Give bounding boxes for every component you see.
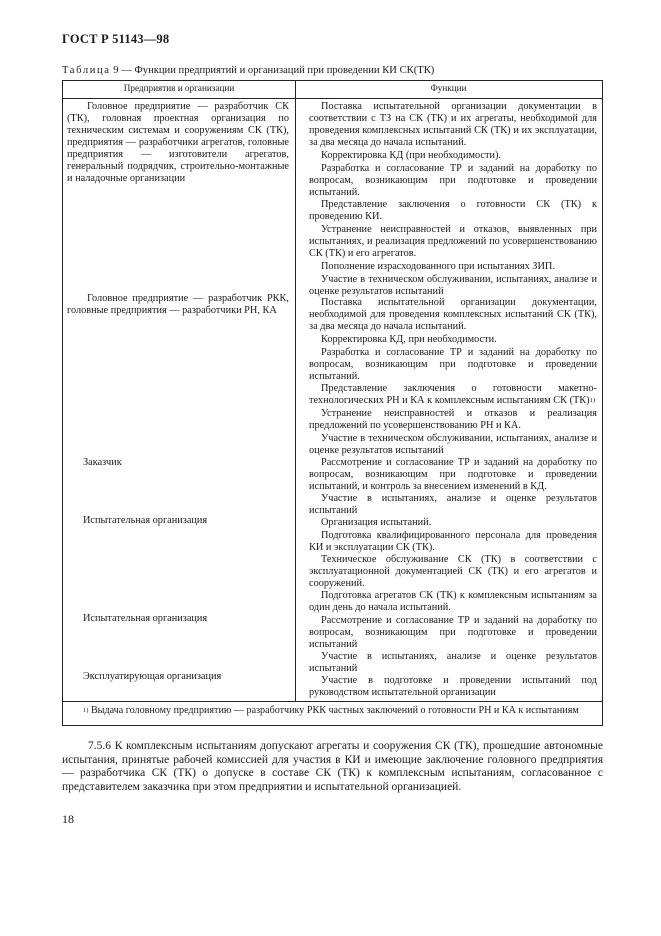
caption-prefix: Таблица xyxy=(62,65,111,76)
footnote-divider xyxy=(63,701,602,702)
function-item: Корректировка КД (при необходимости). xyxy=(321,150,501,161)
function-item: Устранение неисправностей и отказов и реализация предложений по усовершенствованию РН и КА. xyxy=(309,408,597,431)
function-item: Разработка и согласование ТР и заданий на доработку по вопросам, возникающим при подготовке и проведении испытаний. xyxy=(309,163,597,198)
function-item: Рассмотрение и согласование ТР и заданий на доработку по вопросам, возникающим при подготовке и проведении испытаний xyxy=(309,615,597,650)
function-item: Поставка испытательной организации документации в соответствии с ТЗ на СК (ТК) и их агрегаты, необходимой для проведения комплексных испытаний СК (ТК) и их эксплуатации, за два месяца до начала испытаний. xyxy=(309,101,597,148)
function-item xyxy=(309,383,597,407)
function-item: Участие в техническом обслуживании, испытаниях, анализе и оценке результатов испытаний xyxy=(309,274,597,297)
function-item: Участие в испытаниях, анализе и оценке результатов испытаний xyxy=(309,493,597,516)
standard-code: ГОСТ Р 51143—98 xyxy=(62,32,170,46)
org-cell-5: Испытательная организация xyxy=(83,613,208,624)
table-header xyxy=(63,81,602,99)
org-cell-3: Заказчик xyxy=(83,457,122,468)
function-item: Пополнение израсходованного при испытаниях ЗИП. xyxy=(321,261,555,272)
function-item: Устранение неисправностей и отказов, выявленных при испытаниях, и реализация предложений по усовершенствованию СК (ТК) и его агрегатов. xyxy=(309,224,597,259)
function-item: Подготовка квалифицированного персонала для проведения КИ и эксплуатации СК (ТК). xyxy=(309,530,597,553)
org-cell-4: Испытательная организация xyxy=(83,515,208,526)
footnote-marker: 1) xyxy=(589,397,596,404)
page-number: 18 xyxy=(62,812,74,826)
function-text: Представление заключения о готовности макетно-технологических РН и КА к комплексным испытаниям СК (ТК) xyxy=(309,383,597,406)
footnote-text: Выдача головному предприятию — разработчику РКК частных заключений о готовности РН и КА к испытаниям xyxy=(90,705,579,716)
org-cell-2: Головное предприятие — разработчик РКК, головные предприятия — разработчики РН, КА xyxy=(67,293,289,316)
org-cell-1: Головное предприятие — разработчик СК (ТК), головная проектная организация по техническим системам и сооружениям СК (ТК), предприятия — разработчики агрегатов, головные предприятия — изготовители агрегатов, генеральный подрядчик, строительно-монтажные и наладочные организации xyxy=(67,101,289,184)
function-item: Представление заключения о готовности СК (ТК) к проведению КИ. xyxy=(309,199,597,222)
table-caption xyxy=(62,65,434,76)
functions-table xyxy=(62,80,603,726)
function-item: Корректировка КД, при необходимости. xyxy=(321,334,497,345)
column-divider xyxy=(295,81,296,701)
table-footnote xyxy=(67,705,598,717)
column-header-functions: Функции xyxy=(430,83,467,93)
body-paragraph: 7.5.6 К комплексным испытаниям допускают агрегаты и сооружения СК (ТК), прошедшие автономные испытания, принятые рабочей комиссией для участия в КИ и имеющие заключение головного предприятия — разработчика СК (ТК) о допуске в составе СК (ТК) к комплексным испытаниям, согласованное с представителем заказчика при этом предприятии и испытательной организацией. xyxy=(62,740,603,793)
caption-text: 9 — Функции предприятий и организаций при проведении КИ СК(ТК) xyxy=(113,65,435,76)
function-item: Участие в техническом обслуживании, испытаниях, анализе и оценке результатов испытаний xyxy=(309,433,597,456)
function-item: Организация испытаний. xyxy=(321,517,432,528)
org-cell-6: Эксплуатирующая организация xyxy=(83,671,222,682)
function-item: Поставка испытательной организации документации, необходимой для проведения комплексных испытаний СК (ТК), за два месяца до начала испытаний. xyxy=(309,297,597,332)
function-item: Подготовка агрегатов СК (ТК) к комплексным испытаниям за один день до начала испытаний. xyxy=(309,590,597,613)
function-item: Разработка и согласование ТР и заданий на доработку по вопросам, возникающим при подготовке и проведении испытаний. xyxy=(309,347,597,382)
function-item: Участие в подготовке и проведении испытаний под руководством испытательной организации xyxy=(309,675,597,698)
function-item: Рассмотрение и согласование ТР и заданий на доработку по вопросам, возникающим при подготовке и проведении испытаний, и контроль за внесением изменений в КД. xyxy=(309,457,597,492)
footnote-ref: 1) xyxy=(83,707,89,714)
function-item: Участие в испытаниях, анализе и оценке результатов испытаний xyxy=(309,651,597,674)
column-header-orgs: Предприятия и организации xyxy=(123,83,235,93)
function-item: Техническое обслуживание СК (ТК) в соответствии с эксплуатационной документацией СК (ТК) и его агрегатов и сооружений. xyxy=(309,554,597,589)
